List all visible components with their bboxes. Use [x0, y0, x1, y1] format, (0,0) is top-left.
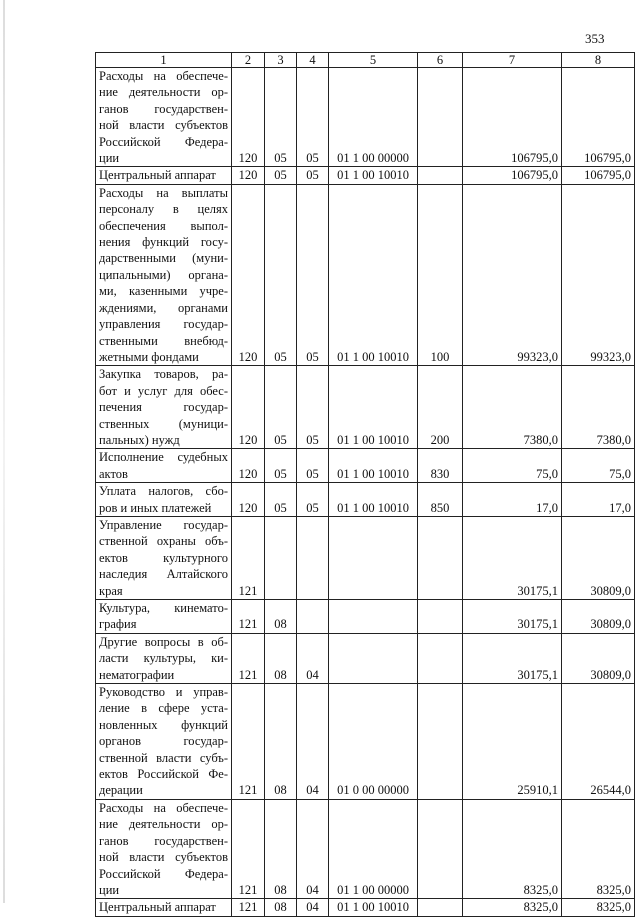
expense-name-cell [96, 167, 232, 184]
ministry-code-cell: 121 [232, 633, 265, 683]
header-cell-3: 3 [265, 53, 297, 68]
table-row [96, 68, 635, 167]
expense-name-cell [96, 449, 232, 483]
table-row [96, 184, 635, 365]
table-header-row [96, 53, 635, 68]
table-row [96, 366, 635, 449]
expense-name-line: Центральный аппарат [99, 168, 216, 183]
expense-name-line: ственными внебюд- [99, 333, 228, 348]
expense-name-line: ектов Российской Фе- [99, 767, 228, 782]
expense-name-line: Культура, кинемато- [99, 601, 228, 615]
subsection-code-cell: 04 [297, 899, 329, 916]
expense-name-cell [96, 68, 232, 167]
expense-name-line: ципальными) органа- [99, 267, 228, 282]
subsection-code-cell: 05 [297, 68, 329, 167]
expense-name-cell [96, 184, 232, 365]
scan-edge-mark [3, 0, 5, 903]
section-code-cell: 05 [265, 366, 297, 449]
target-article-cell: 01 1 00 10010 [329, 899, 418, 916]
expense-name-line: Руководство и управ- [99, 685, 228, 700]
target-article-cell: 01 1 00 00000 [329, 799, 418, 898]
target-article-cell: 01 1 00 10010 [329, 184, 418, 365]
section-code-cell: 08 [265, 633, 297, 683]
header-cell-7: 7 [463, 53, 562, 68]
expense-name-line: ление в сфере уста- [99, 701, 228, 716]
target-article-cell [329, 516, 418, 599]
subsection-code-cell [297, 600, 329, 634]
amount-year1-cell: 30175,1 [463, 600, 562, 634]
table-row [96, 516, 635, 599]
section-code-cell: 05 [265, 167, 297, 184]
section-code-cell [265, 516, 297, 599]
amount-year2-cell: 106795,0 [562, 68, 635, 167]
expense-name-line: ственной власти субъ- [99, 750, 228, 765]
section-code-cell: 05 [265, 184, 297, 365]
subsection-code-cell: 04 [297, 799, 329, 898]
header-cell-5: 5 [329, 53, 418, 68]
table-row [96, 483, 635, 517]
expense-type-cell [418, 799, 463, 898]
budget-table [95, 52, 635, 917]
table-row [96, 684, 635, 800]
header-cell-2: 2 [232, 53, 265, 68]
subsection-code-cell: 04 [297, 633, 329, 683]
expense-name-line: печения государ- [99, 400, 228, 415]
section-code-cell: 08 [265, 600, 297, 634]
subsection-code-cell: 05 [297, 449, 329, 483]
expense-name-line: края [99, 583, 123, 598]
amount-year1-cell: 99323,0 [463, 184, 562, 365]
header-cell-4: 4 [297, 53, 329, 68]
amount-year1-cell: 30175,1 [463, 516, 562, 599]
amount-year1-cell: 75,0 [463, 449, 562, 483]
target-article-cell: 01 1 00 10010 [329, 483, 418, 517]
expense-name-line: Расходы на обеспече- [99, 69, 228, 83]
expense-type-cell: 100 [418, 184, 463, 365]
ministry-code-cell: 120 [232, 184, 265, 365]
amount-year1-cell: 30175,1 [463, 633, 562, 683]
table-row [96, 449, 635, 483]
amount-year1-cell: 8325,0 [463, 899, 562, 916]
expense-type-cell [418, 684, 463, 800]
expense-type-cell [418, 899, 463, 916]
subsection-code-cell: 05 [297, 184, 329, 365]
expense-name-line: Российской Федера- [99, 134, 228, 149]
table-row [96, 167, 635, 184]
expense-type-cell: 850 [418, 483, 463, 517]
expense-name-line: дарственными (муни- [99, 251, 228, 266]
expense-name-cell [96, 483, 232, 517]
subsection-code-cell: 05 [297, 167, 329, 184]
amount-year1-cell: 25910,1 [463, 684, 562, 800]
page-number: 353 [585, 31, 605, 46]
header-cell-1: 1 [96, 53, 232, 68]
target-article-cell: 01 1 00 00000 [329, 68, 418, 167]
ministry-code-cell: 120 [232, 68, 265, 167]
expense-name-line: дерации [99, 783, 143, 798]
target-article-cell [329, 600, 418, 634]
subsection-code-cell: 04 [297, 684, 329, 800]
expense-name-cell [96, 366, 232, 449]
expense-name-line: ганов государствен- [99, 833, 228, 848]
table-row [96, 899, 635, 916]
expense-type-cell: 830 [418, 449, 463, 483]
section-code-cell: 05 [265, 449, 297, 483]
expense-name-line: Другие вопросы в об- [99, 634, 228, 649]
ministry-code-cell: 120 [232, 483, 265, 517]
header-cell-8: 8 [562, 53, 635, 68]
amount-year2-cell: 99323,0 [562, 184, 635, 365]
amount-year2-cell: 30809,0 [562, 633, 635, 683]
expense-name-line: управления государ- [99, 317, 228, 332]
section-code-cell: 08 [265, 899, 297, 916]
section-code-cell: 08 [265, 684, 297, 800]
expense-name-line: ров и иных платежей [99, 500, 212, 515]
amount-year1-cell: 8325,0 [463, 799, 562, 898]
amount-year2-cell: 106795,0 [562, 167, 635, 184]
expense-name-line: наследия Алтайского [99, 567, 228, 582]
amount-year1-cell: 106795,0 [463, 167, 562, 184]
expense-name-cell [96, 799, 232, 898]
ministry-code-cell: 120 [232, 449, 265, 483]
expense-name-line: Закупка товаров, ра- [99, 367, 228, 382]
target-article-cell: 01 1 00 10010 [329, 449, 418, 483]
expense-type-cell [418, 600, 463, 634]
target-article-cell [329, 633, 418, 683]
expense-name-line: Российской Федера- [99, 866, 228, 881]
section-code-cell: 05 [265, 68, 297, 167]
amount-year1-cell: 106795,0 [463, 68, 562, 167]
subsection-code-cell [297, 516, 329, 599]
expense-name-cell [96, 600, 232, 634]
expense-name-line: ми, казенными учре- [99, 284, 228, 299]
ministry-code-cell: 120 [232, 167, 265, 184]
expense-name-line: ции [99, 151, 120, 166]
target-article-cell: 01 1 00 10010 [329, 167, 418, 184]
amount-year2-cell: 8325,0 [562, 799, 635, 898]
expense-name-line: Центральный аппарат [99, 900, 216, 915]
expense-name-line: Уплата налогов, сбо- [99, 484, 228, 499]
expense-name-cell [96, 516, 232, 599]
expense-name-line: графия [99, 617, 137, 632]
expense-name-line: ственных (муници- [99, 416, 228, 431]
ministry-code-cell: 120 [232, 366, 265, 449]
subsection-code-cell: 05 [297, 366, 329, 449]
target-article-cell: 01 0 00 00000 [329, 684, 418, 800]
expense-name-line: ние деятельности ор- [99, 817, 228, 832]
expense-type-cell: 200 [418, 366, 463, 449]
expense-type-cell [418, 68, 463, 167]
expense-name-line: нения функций госу- [99, 235, 228, 250]
expense-name-line: новленных функций [99, 717, 228, 732]
expense-name-line: Управление государ- [99, 517, 228, 532]
expense-name-line: ждениями, органами [99, 300, 228, 315]
expense-name-line: ганов государствен- [99, 101, 228, 116]
amount-year1-cell: 17,0 [463, 483, 562, 517]
ministry-code-cell: 121 [232, 799, 265, 898]
expense-name-line: ственной охраны объ- [99, 534, 228, 549]
amount-year2-cell: 7380,0 [562, 366, 635, 449]
header-cell-6: 6 [418, 53, 463, 68]
expense-name-line: жетными фондами [99, 349, 199, 364]
ministry-code-cell: 121 [232, 516, 265, 599]
expense-name-line: ние деятельности ор- [99, 85, 228, 100]
amount-year2-cell: 17,0 [562, 483, 635, 517]
expense-name-line: Расходы на обеспече- [99, 800, 228, 815]
target-article-cell: 01 1 00 10010 [329, 366, 418, 449]
ministry-code-cell: 121 [232, 899, 265, 916]
amount-year2-cell: 26544,0 [562, 684, 635, 800]
table-row [96, 799, 635, 898]
expense-name-line: ной власти субъектов [99, 850, 228, 865]
expense-name-line: органов государ- [99, 734, 228, 749]
expense-name-cell [96, 899, 232, 916]
amount-year2-cell: 30809,0 [562, 600, 635, 634]
expense-name-line: ции [99, 882, 120, 897]
expense-name-line: ектов культурного [99, 550, 228, 565]
section-code-cell: 08 [265, 799, 297, 898]
table-row [96, 600, 635, 634]
expense-name-line: обеспечения выпол- [99, 218, 228, 233]
expense-name-line: ласти культуры, ки- [99, 651, 228, 666]
expense-name-line: Расходы на выплаты [99, 185, 228, 200]
expense-type-cell [418, 167, 463, 184]
expense-name-line: нематографии [99, 667, 175, 682]
expense-name-line: персоналу в целях [99, 202, 228, 217]
expense-name-cell [96, 684, 232, 800]
expense-name-line: бот и услуг для обес- [99, 383, 228, 398]
expense-type-cell [418, 633, 463, 683]
table-row [96, 633, 635, 683]
expense-type-cell [418, 516, 463, 599]
amount-year1-cell: 7380,0 [463, 366, 562, 449]
ministry-code-cell: 121 [232, 600, 265, 634]
subsection-code-cell: 05 [297, 483, 329, 517]
expense-name-line: пальных) нужд [99, 432, 180, 447]
ministry-code-cell: 121 [232, 684, 265, 800]
amount-year2-cell: 30809,0 [562, 516, 635, 599]
expense-name-cell [96, 633, 232, 683]
amount-year2-cell: 75,0 [562, 449, 635, 483]
expense-name-line: Исполнение судебных [99, 450, 228, 465]
expense-name-line: ной власти субъектов [99, 118, 228, 133]
expense-name-line: актов [99, 466, 128, 481]
section-code-cell: 05 [265, 483, 297, 517]
amount-year2-cell: 8325,0 [562, 899, 635, 916]
